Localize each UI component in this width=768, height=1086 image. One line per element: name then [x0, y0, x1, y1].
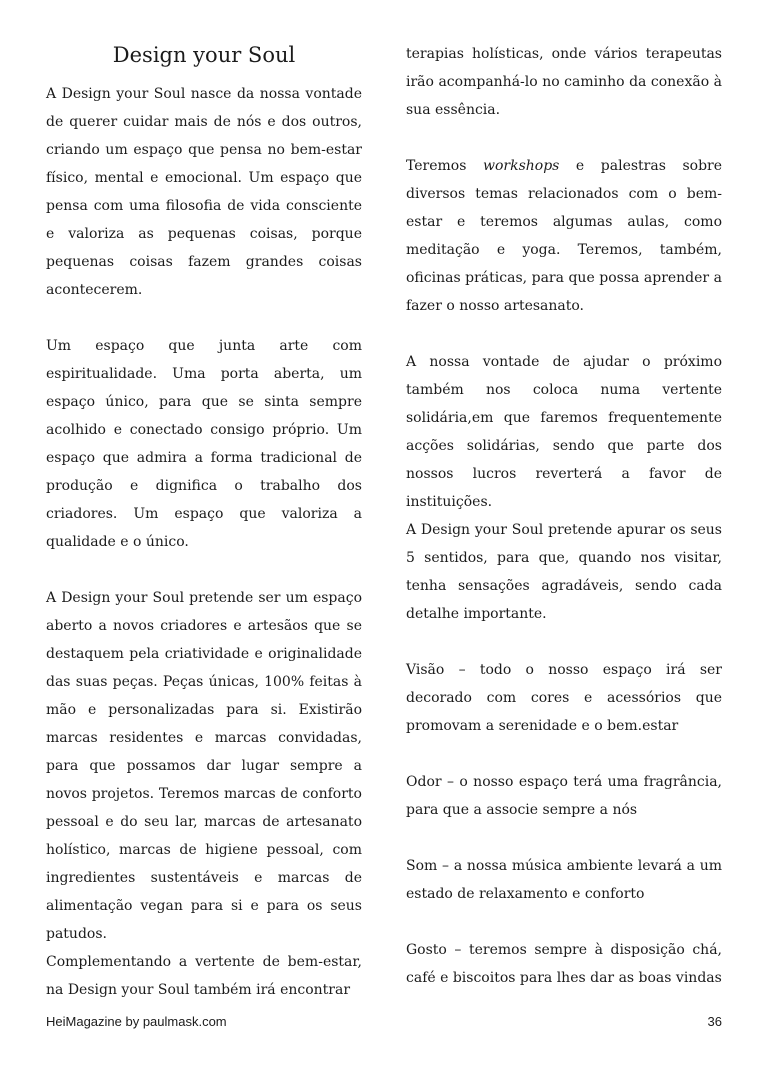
- left-column: [46, 40, 362, 1004]
- paragraph-sense-odor: Odor – o nosso espaço terá uma fragrância, para que a associe sempre a nós: [406, 774, 722, 818]
- workshops-text-pre: Teremos: [406, 158, 483, 174]
- page-title: Design your Soul: [112, 43, 296, 67]
- right-column: [406, 40, 722, 1004]
- paragraph-sense-vision: Visão – todo o nosso espaço irá ser decorado com cores e acessórios que promovam a serenidade e o bem.estar: [406, 662, 722, 734]
- paragraph-senses: A Design your Soul pretende apurar os seus 5 sentidos, para que, quando nos visitar, tenha sensações agradáveis, sendo cada detalhe importante.: [406, 522, 722, 622]
- workshops-text-post: e palestras sobre diversos temas relacionados com o bem-estar e teremos algumas aulas, como meditação e yoga. Teremos, também, oficinas práticas, para que possa aprender a fazer o nosso artesanato.: [406, 158, 723, 314]
- paragraph-solidarity: A nossa vontade de ajudar o próximo também nos coloca numa vertente solidária,em que faremos frequentemente acções solidárias, sendo que parte dos nossos lucros reverterá a favor de instituições.: [406, 354, 722, 510]
- paragraph-sense-taste: Gosto – teremos sempre à disposição chá, café e biscoitos para lhes dar as boas vindas: [406, 942, 722, 986]
- paragraph-creators: A Design your Soul pretende ser um espaço aberto a novos criadores e artesãos que se destaquem pela criatividade e originalidade das suas peças. Peças únicas, 100% feitas à mão e personalizadas para si. Existirão marcas residentes e marcas convidadas, para que possamos dar lugar sempre a novos projetos. Teremos marcas de conforto pessoal e do seu lar, marcas de artesanato holístico, marcas de higiene pessoal, com ingredientes sustentáveis e marcas de alimentação vegan para si e para os seus patudos.: [46, 590, 362, 942]
- paragraph-intro: A Design your Soul nasce da nossa vontade de querer cuidar mais de nós e dos outros, criando um espaço que pensa no bem-estar físico, mental e emocional. Um espaço que pensa com uma filosofia de vida consciente e valoriza as pequenas coisas, porque pequenas coisas fazem grandes coisas acontecerem.: [46, 86, 362, 298]
- paragraph-sense-sound: Som – a nossa música ambiente levará a um estado de relaxamento e conforto: [406, 858, 722, 902]
- page-footer: [46, 1014, 722, 1029]
- footer-credit: HeiMagazine by paulmask.com: [46, 1014, 227, 1029]
- paragraph-therapies: terapias holísticas, onde vários terapeutas irão acompanhá-lo no caminho da conexão à sua essência.: [406, 46, 722, 118]
- workshops-italic-word: workshops: [482, 158, 560, 174]
- paragraph-space-art: Um espaço que junta arte com espiritualidade. Uma porta aberta, um espaço único, para que se sinta sempre acolhido e conectado consigo próprio. Um espaço que admira a forma tradicional de produção e dignifica o trabalho dos criadores. Um espaço que valoriza a qualidade e o único.: [46, 338, 362, 550]
- paragraph-workshops: [406, 152, 722, 320]
- page-number: 36: [707, 1014, 722, 1029]
- paragraph-wellbeing-lead: Complementando a vertente de bem-estar, na Design your Soul também irá encontrar: [46, 954, 362, 998]
